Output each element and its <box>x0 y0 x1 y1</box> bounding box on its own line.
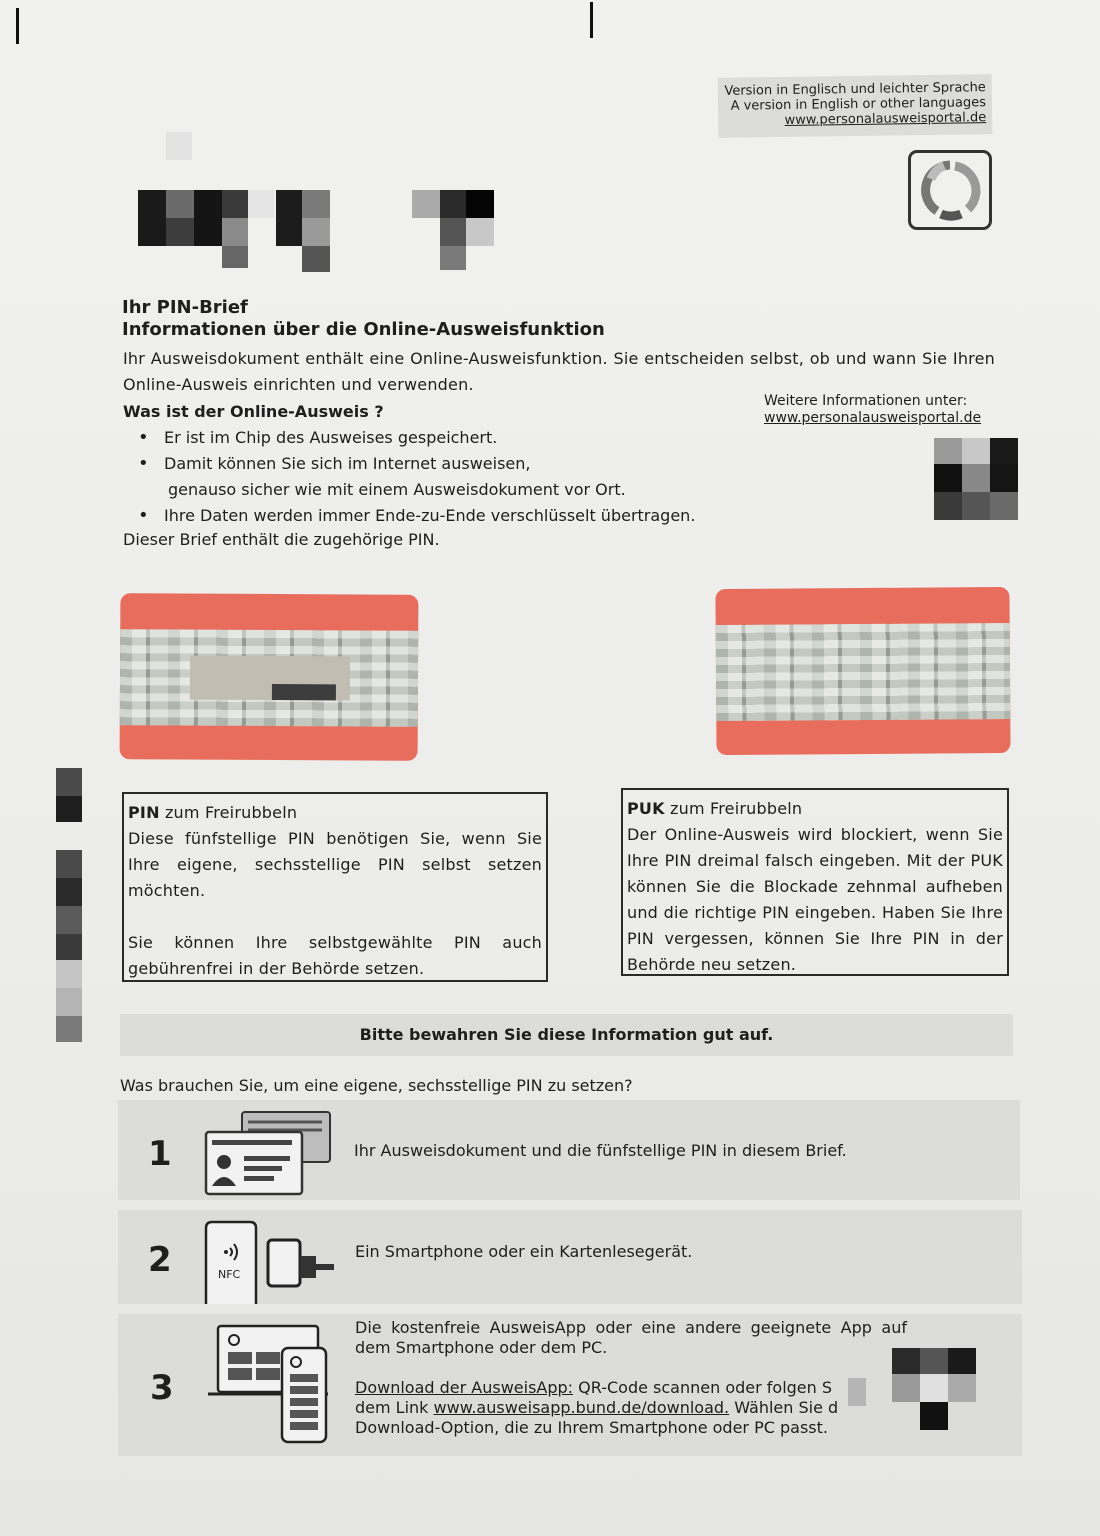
list-item-continuation: genauso sicher wie mit einem Ausweisdokument vor Ort. <box>168 480 626 499</box>
crop-mark <box>16 8 19 44</box>
title-line-1: Ihr PIN-Brief <box>122 297 248 318</box>
step-3 <box>118 1314 1022 1456</box>
list-item: • Damit können Sie sich im Internet ausweisen, genauso sicher wie mit einem Ausweisdokument vor Ort. <box>138 451 695 503</box>
step-text-2: Download der AusweisApp: QR-Code scannen oder folgen S <box>355 1378 833 1397</box>
list-item: • Ihre Daten werden immer Ende-zu-Ende verschlüsselt übertragen. <box>138 503 695 529</box>
step-text-4: Download-Option, die zu Ihrem Smartphone oder PC passt. <box>355 1418 828 1437</box>
closing-sentence: Dieser Brief enthält die zugehörige PIN. <box>123 530 440 549</box>
puk-box-title: PUK zum Freirubbeln <box>627 799 803 818</box>
puk-box-para-1: Der Online-Ausweis wird blockiert, wenn Sie Ihre PIN dreimal falsch eingeben. Mit der PUK können Sie die Blockade zehnmal aufheben und die richtige PIN eingeben. Haben Sie Ihre PIN vergessen, können Sie Ihre PIN in der Behörde neu setzen. <box>627 825 1003 974</box>
pin-box-para-1: Diese fünfstellige PIN benötigen Sie, wenn Sie Ihre eigene, sechsstellige PIN selbst setzen möchten. <box>128 829 542 900</box>
nfc-label: NFC <box>218 1268 241 1281</box>
more-info <box>764 393 981 427</box>
more-info-link[interactable]: www.personalausweisportal.de <box>764 410 982 426</box>
language-version-box <box>718 74 993 138</box>
nfc-phone-icon <box>204 1220 344 1304</box>
step-number: 1 <box>148 1134 172 1174</box>
list-item: • Er ist im Chip des Ausweises gespeichert. <box>138 425 695 451</box>
feature-list <box>138 425 695 529</box>
what-is-heading: Was ist der Online-Ausweis ? <box>123 402 384 421</box>
pin-box-para-2: Sie können Ihre selbstgewählte PIN auch gebührenfrei in der Behörde setzen. <box>128 933 542 978</box>
pin-digits-redacted <box>272 684 336 700</box>
intro-paragraph: Ihr Ausweisdokument enthält eine Online-Ausweisfunktion. Sie entscheiden selbst, ob und wann Sie Ihren Online-Ausweis einrichten und verwenden. <box>123 349 995 394</box>
online-id-logo-icon <box>919 159 981 221</box>
pin-info-box <box>122 792 548 982</box>
step-text: Ihr Ausweisdokument und die fünfstellige PIN in diesem Brief. <box>354 1141 847 1160</box>
language-line-2: A version in English or other languages <box>730 95 987 114</box>
scratch-band[interactable] <box>716 623 1011 721</box>
step-text: Ein Smartphone oder ein Kartenlesegerät. <box>355 1242 693 1261</box>
step-text-1: Die kostenfreie AusweisApp oder eine andere geeignete App auf dem Smartphone oder dem PC. <box>355 1318 907 1357</box>
requirements-question: Was brauchen Sie, um eine eigene, sechsstellige PIN zu setzen? <box>120 1076 633 1095</box>
download-link[interactable]: www.ausweisapp.bund.de/download. <box>433 1398 730 1417</box>
pin-scratch-card[interactable] <box>120 593 419 761</box>
puk-scratch-card[interactable] <box>715 587 1010 755</box>
language-link[interactable]: www.personalausweisportal.de <box>784 110 987 128</box>
devices-icon <box>206 1322 336 1446</box>
pin-box-title: PIN zum Freirubbeln <box>128 803 298 822</box>
step-1 <box>118 1100 1020 1200</box>
step-number: 2 <box>148 1240 172 1280</box>
step-text-3: dem Link www.ausweisapp.bund.de/download. Wählen Sie d <box>355 1398 839 1417</box>
puk-info-box <box>621 788 1009 976</box>
language-line-1: Version in Englisch und leichter Sprache <box>724 80 986 99</box>
step-number: 3 <box>150 1368 174 1408</box>
id-card-icon <box>204 1110 332 1196</box>
crop-mark <box>590 2 593 38</box>
download-label[interactable]: Download der AusweisApp: <box>355 1378 574 1397</box>
online-id-logo <box>908 150 992 230</box>
step-2 <box>118 1210 1022 1304</box>
more-info-label: Weitere Informationen unter: <box>764 393 968 409</box>
keep-info-notice: Bitte bewahren Sie diese Information gut auf. <box>120 1014 1013 1056</box>
title-line-2: Informationen über die Online-Ausweisfunktion <box>122 319 605 340</box>
letter-title <box>122 297 605 341</box>
